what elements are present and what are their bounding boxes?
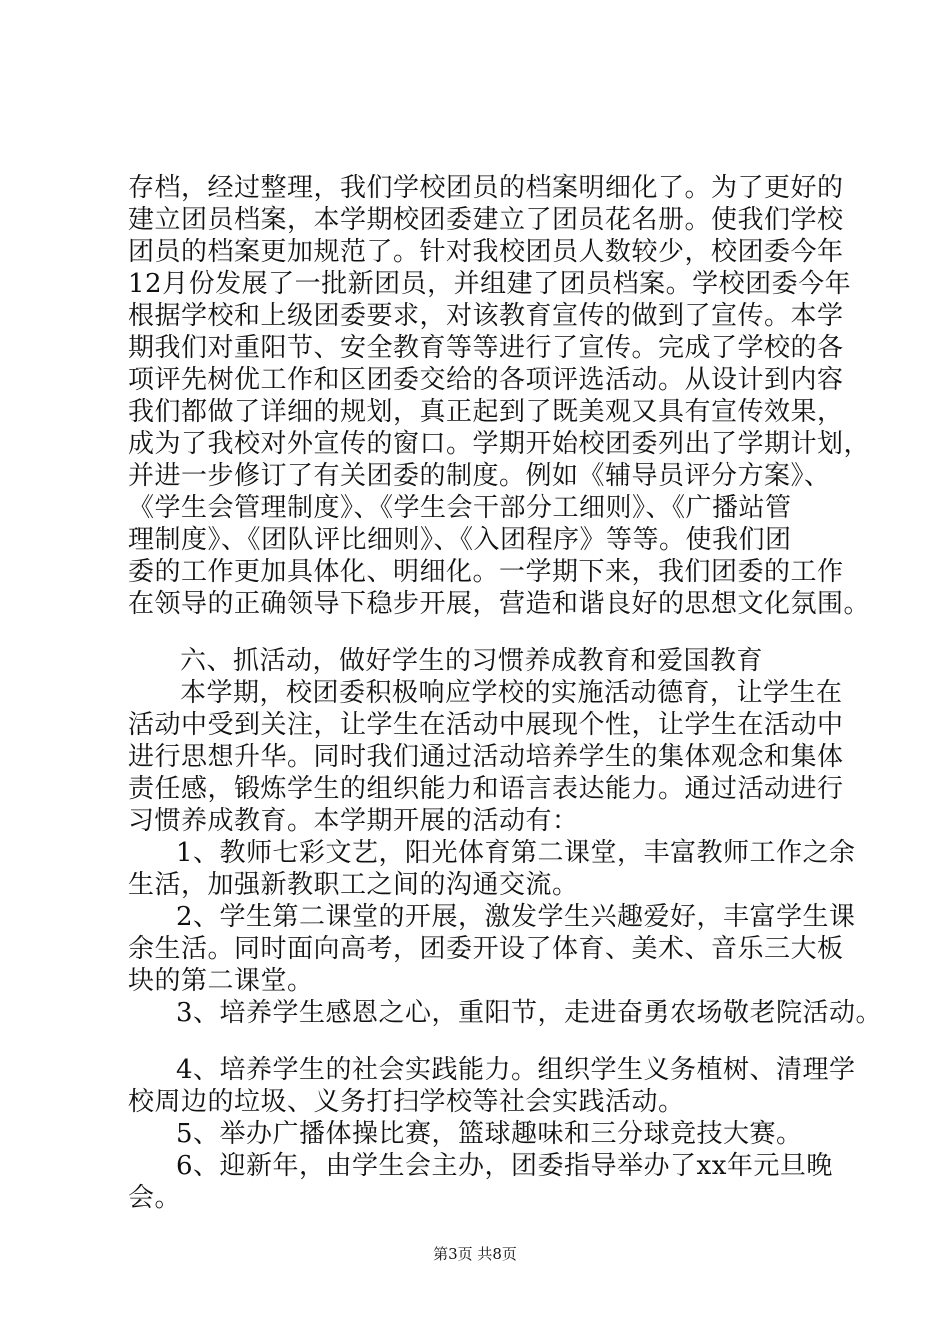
list-item: 2、学生第二课堂的开展，激发学生兴趣爱好，丰富学生课 [176,902,856,932]
paragraph-line: 成为了我校对外宣传的窗口。学期开始校团委列出了学期计划， [128,429,871,459]
paragraph-line: 根据学校和上级团委要求，对该教育宣传的做到了宣传。本学 [128,301,844,331]
list-item: 3、培养学生感恩之心，重阳节，走进奋勇农场敬老院活动。 [176,998,883,1028]
list-item: 4、培养学生的社会实践能力。组织学生义务植树、清理学 [176,1055,856,1085]
list-item: 1、教师七彩文艺，阳光体育第二课堂，丰富教师工作之余 [176,838,856,868]
paragraph-line: 项评先树优工作和区团委交给的各项评选活动。从设计到内容 [128,365,844,395]
paragraph-line: 《学生会管理制度》、《学生会干部分工细则》、《广播站管 [128,493,792,523]
paragraph-line: 活动中受到关注，让学生在活动中展现个性，让学生在活动中 [128,710,844,740]
paragraph-line: 块的第二课堂。 [128,966,314,996]
section-heading: 六、抓活动，做好学生的习惯养成教育和爱国教育 [180,646,764,676]
paragraph-line: 本学期，校团委积极响应学校的实施活动德育，让学生在 [180,678,843,708]
paragraph-line: 建立团员档案，本学期校团委建立了团员花名册。使我们学校 [128,205,844,235]
paragraph-line: 校周边的垃圾、义务打扫学校等社会实践活动。 [128,1087,685,1117]
paragraph-line: 生活，加强新教职工之间的沟通交流。 [128,870,579,900]
paragraph-line: 并进一步修订了有关团委的制度。例如《辅导员评分方案》、 [128,461,831,491]
paragraph-line: 存档，经过整理，我们学校团员的档案明细化了。为了更好的 [128,173,844,203]
paragraph-line: 在领导的正确领导下稳步开展，营造和谐良好的思想文化氛围。 [128,589,871,619]
paragraph-line: 余生活。同时面向高考，团委开设了体育、美术、音乐三大板 [128,934,844,964]
paragraph-line: 期我们对重阳节、安全教育等等进行了宣传。完成了学校的各 [128,333,844,363]
paragraph-line: 团员的档案更加规范了。针对我校团员人数较少，校团委今年 [128,237,844,267]
paragraph-line: 委的工作更加具体化、明细化。一学期下来，我们团委的工作 [128,557,844,587]
page-footer: 第3页 共8页 [433,1245,517,1263]
paragraph-line: 12月份发展了一批新团员，并组建了团员档案。学校团委今年 [128,269,852,299]
list-item: 5、举办广播体操比赛，篮球趣味和三分球竞技大赛。 [176,1119,803,1149]
paragraph-line: 进行思想升华。同时我们通过活动培养学生的集体观念和集体 [128,742,844,772]
paragraph-line: 责任感，锻炼学生的组织能力和语言表达能力。通过活动进行 [128,774,844,804]
paragraph-line: 会。 [128,1183,182,1213]
paragraph-line: 我们都做了详细的规划，真正起到了既美观又具有宣传效果， [128,397,844,427]
paragraph-line: 理制度》、《团队评比细则》、《入团程序》等等。使我们团 [128,525,792,555]
list-item: 6、迎新年，由学生会主办，团委指导举办了xx年元旦晚 [176,1151,833,1181]
paragraph-line: 习惯养成教育。本学期开展的活动有： [128,806,579,836]
